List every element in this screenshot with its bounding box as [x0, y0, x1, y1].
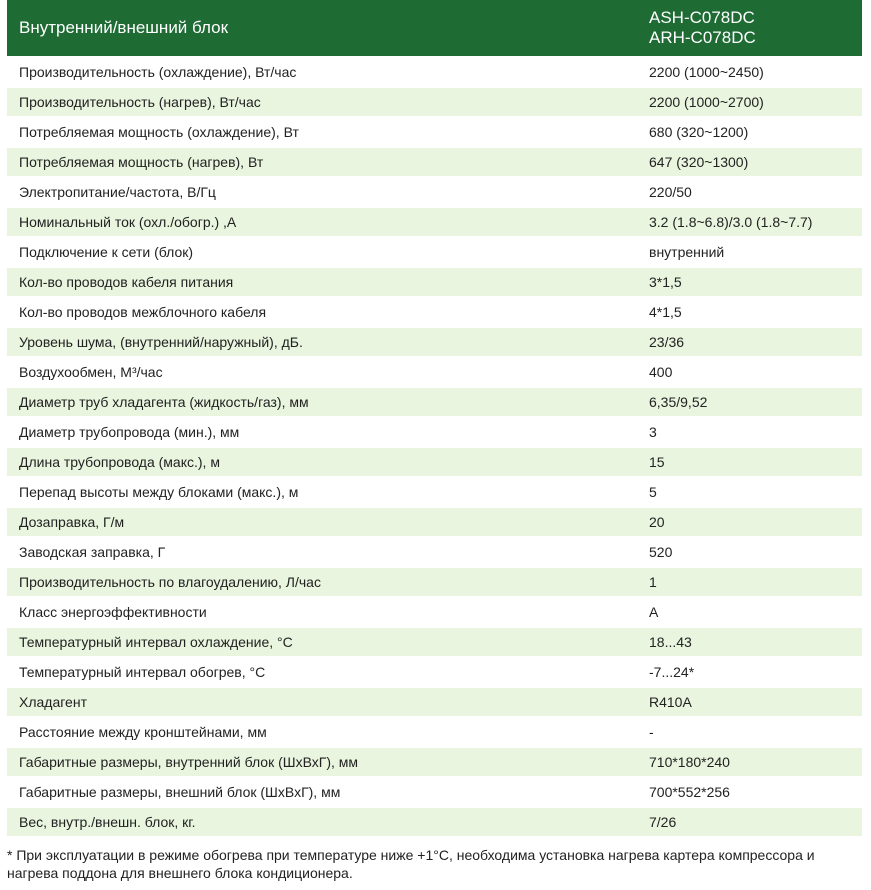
row-value: 1: [649, 574, 657, 590]
table-row: [7, 658, 862, 686]
table-row: [7, 808, 862, 836]
table-row: [7, 388, 862, 416]
row-param: Подключение к сети (блок): [19, 244, 194, 260]
model-indoor: ASH-C078DC: [649, 8, 755, 27]
table-row: [7, 448, 862, 476]
row-param: Воздухообмен, М³/час: [19, 364, 163, 380]
row-param: Кол-во проводов межблочного кабеля: [19, 304, 267, 320]
table-body: [7, 58, 862, 836]
row-value: 4*1,5: [649, 304, 682, 320]
row-value: 7/26: [649, 814, 677, 830]
row-value: 6,35/9,52: [649, 394, 708, 410]
table-row: [7, 268, 862, 296]
row-value: внутренний: [649, 244, 725, 260]
table-row: [7, 148, 862, 176]
row-param: Диаметр труб хладагента (жидкость/газ), мм: [19, 394, 309, 410]
row-param: Длина трубопровода (макс.), м: [19, 454, 220, 470]
table-row: [7, 298, 862, 326]
row-value: 15: [649, 454, 665, 470]
table-row: [7, 718, 862, 746]
row-param: Кол-во проводов кабеля питания: [19, 274, 234, 290]
row-value: 3*1,5: [649, 274, 682, 290]
row-param: Уровень шума, (внутренний/наружный), дБ.: [19, 334, 303, 350]
row-value: -: [649, 724, 654, 740]
row-value: 220/50: [649, 184, 692, 200]
table-row: [7, 478, 862, 506]
table-row: [7, 358, 862, 386]
row-value: 23/36: [649, 334, 685, 350]
table-header: [7, 0, 862, 56]
row-param: Хладагент: [19, 694, 87, 710]
row-param: Габаритные размеры, внутренний блок (ШхВхГ), мм: [19, 754, 359, 770]
row-param: Производительность (нагрев), Вт/час: [19, 94, 261, 110]
row-param: Производительность (охлаждение), Вт/час: [19, 64, 297, 80]
row-value: 20: [649, 514, 665, 530]
row-value: 5: [649, 484, 657, 500]
row-value: A: [649, 604, 659, 620]
row-value: -7...24*: [649, 664, 695, 680]
row-value: 647 (320~1300): [649, 154, 749, 170]
row-param: Потребляемая мощность (охлаждение), Вт: [19, 124, 299, 140]
table-row: [7, 538, 862, 566]
table-row: [7, 688, 862, 716]
header-model-names: [636, 0, 862, 56]
row-value: 2200 (1000~2700): [649, 94, 764, 110]
table-row: [7, 238, 862, 266]
row-value: 18...43: [649, 634, 692, 650]
table-row: [7, 778, 862, 806]
row-param: Дозаправка, Г/м: [19, 514, 125, 530]
row-param: Температурный интервал охлаждение, °С: [19, 634, 293, 650]
row-value: 400: [649, 364, 673, 380]
model-outdoor: ARH-C078DC: [649, 28, 756, 47]
row-value: 710*180*240: [649, 754, 730, 770]
row-value: 3: [649, 424, 657, 440]
table-row: [7, 418, 862, 446]
row-param: Заводская заправка, Г: [19, 544, 166, 560]
row-param: Номинальный ток (охл./обогр.) ,А: [19, 214, 237, 230]
row-param: Перепад высоты между блоками (макс.), м: [19, 484, 299, 500]
table-row: [7, 568, 862, 596]
row-param: Электропитание/частота, В/Гц: [19, 184, 216, 200]
table-row: [7, 88, 862, 116]
table-row: [7, 208, 862, 236]
row-value: R410A: [649, 694, 692, 710]
row-param: Потребляемая мощность (нагрев), Вт: [19, 154, 264, 170]
row-param: Класс энергоэффективности: [19, 604, 207, 620]
row-value: 680 (320~1200): [649, 124, 749, 140]
table-row: [7, 598, 862, 626]
row-param: Температурный интервал обогрев, °С: [19, 664, 266, 680]
table-row: [7, 628, 862, 656]
table-row: [7, 118, 862, 146]
row-param: Производительность по влагоудалению, Л/час: [19, 574, 321, 590]
table-row: [7, 328, 862, 356]
row-value: 700*552*256: [649, 784, 730, 800]
row-param: Габаритные размеры, внешний блок (ШхВхГ), мм: [19, 784, 341, 800]
row-value: 3.2 (1.8~6.8)/3.0 (1.8~7.7): [649, 214, 813, 230]
row-param: Диаметр трубопровода (мин.), мм: [19, 424, 240, 440]
row-param: Вес, внутр./внешн. блок, кг.: [19, 814, 196, 830]
row-value: 2200 (1000~2450): [649, 64, 764, 80]
table-row: [7, 178, 862, 206]
header-param-title: Внутренний/внешний блок: [19, 18, 229, 37]
spec-table: [7, 0, 862, 882]
row-value: 520: [649, 544, 673, 560]
row-param: Расстояние между кронштейнами, мм: [19, 724, 267, 740]
table-row: [7, 508, 862, 536]
table-row: [7, 58, 862, 86]
footnote: * При эксплуатации в режиме обогрева при температуре ниже +1°С, необходима установка нагрева картера компрессора и нагрева поддона для внешнего блока кондиционера.: [7, 847, 815, 881]
table-row: [7, 748, 862, 776]
